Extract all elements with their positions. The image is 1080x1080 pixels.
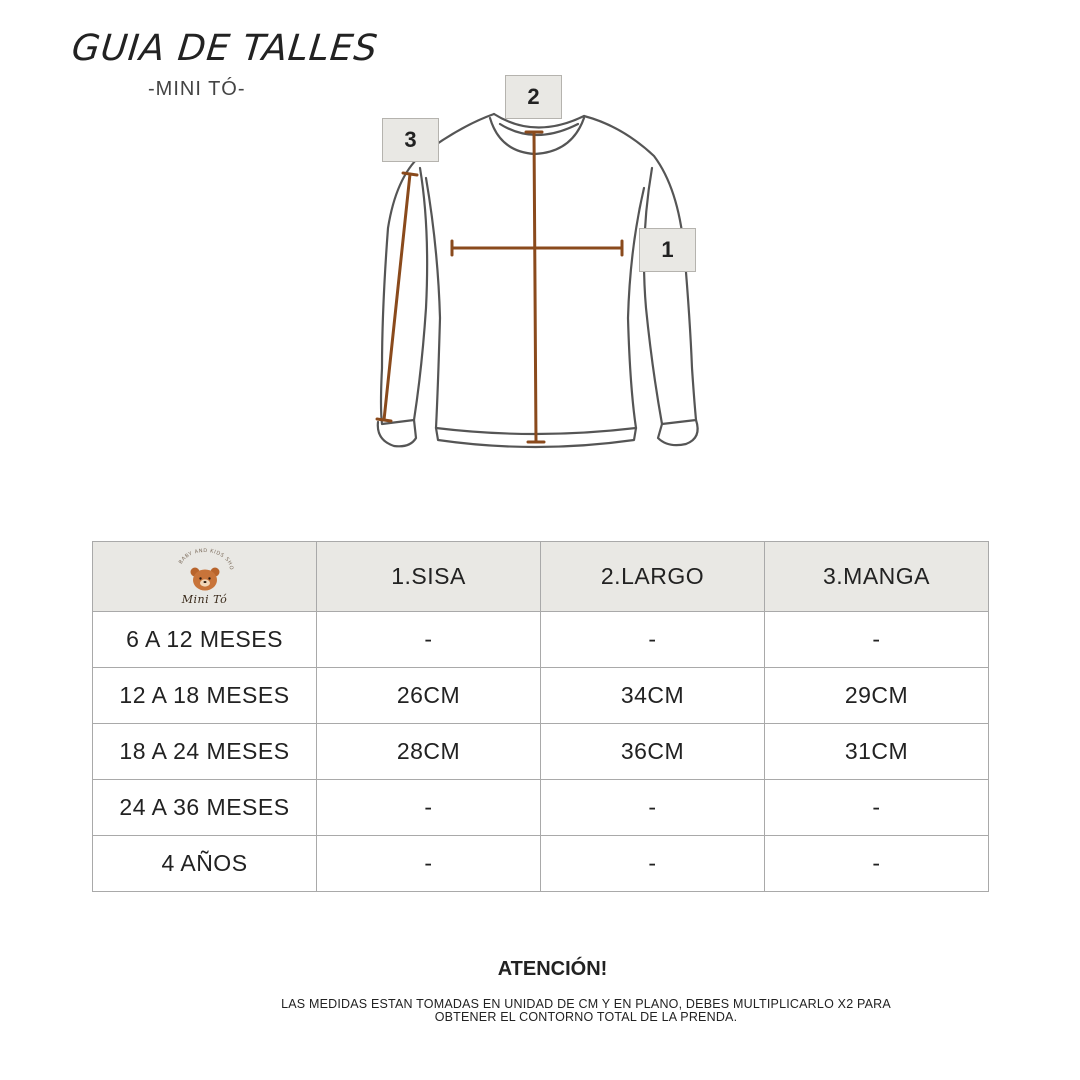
manga-value: - — [765, 836, 989, 892]
sisa-value: 26CM — [317, 668, 541, 724]
table-row — [93, 724, 989, 780]
largo-value: 36CM — [541, 724, 765, 780]
largo-value: - — [541, 780, 765, 836]
size-table — [92, 541, 989, 892]
sisa-value: - — [317, 836, 541, 892]
attention-heading: ATENCIÓN! — [497, 958, 608, 980]
largo-value: 34CM — [541, 668, 765, 724]
brand-logo — [93, 548, 316, 606]
measurement-note-line-1: LAS MEDIDAS ESTAN TOMADAS EN UNIDAD DE CM Y EN PLANO, DEBES MULTIPLICARLO X2 PARA — [281, 997, 891, 1011]
measure-line-largo — [534, 132, 536, 442]
callout-3: 3 — [382, 118, 439, 162]
table-row — [93, 668, 989, 724]
measurement-note — [232, 998, 940, 1024]
brand-logo-cell — [93, 542, 317, 612]
table-row — [93, 780, 989, 836]
column-header-manga: 3.MANGA — [765, 542, 989, 612]
logo-arc-text: BABY AND KIDS SHO — [177, 547, 234, 571]
size-label: 12 A 18 MESES — [93, 668, 317, 724]
measure-line-manga — [384, 174, 410, 420]
measurement-note-line-2: OBTENER EL CONTORNO TOTAL DE LA PRENDA. — [434, 1010, 738, 1024]
page-title: GUIA DE TALLES — [69, 28, 381, 69]
size-label: 18 A 24 MESES — [93, 724, 317, 780]
callout-2: 2 — [505, 75, 562, 119]
column-header-largo: 2.LARGO — [541, 542, 765, 612]
largo-value: - — [541, 836, 765, 892]
size-label: 4 AÑOS — [93, 836, 317, 892]
brand-subtitle: -MINI TÓ- — [148, 78, 246, 100]
manga-value: 31CM — [765, 724, 989, 780]
callout-1: 1 — [639, 228, 696, 272]
svg-text:BABY AND KIDS SHOP — [170, 548, 234, 571]
largo-value: - — [541, 612, 765, 668]
size-label: 24 A 36 MESES — [93, 780, 317, 836]
bear-face-icon — [170, 548, 240, 592]
column-header-sisa: 1.SISA — [317, 542, 541, 612]
sisa-value: - — [317, 612, 541, 668]
logo-name: Mini Tó — [181, 592, 228, 606]
sisa-value: 28CM — [317, 724, 541, 780]
sisa-value: - — [317, 780, 541, 836]
manga-value: - — [765, 780, 989, 836]
table-header-row — [93, 542, 989, 612]
manga-value: - — [765, 612, 989, 668]
table-row — [93, 836, 989, 892]
table-row — [93, 612, 989, 668]
manga-value: 29CM — [765, 668, 989, 724]
size-label: 6 A 12 MESES — [93, 612, 317, 668]
